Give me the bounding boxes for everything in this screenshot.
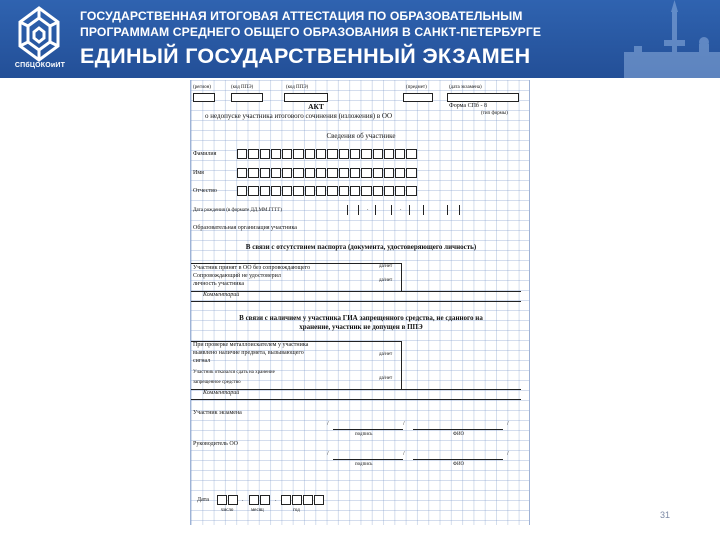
day-box-1[interactable] bbox=[217, 495, 227, 505]
year-box-4[interactable] bbox=[314, 495, 324, 505]
act-subtitle: о недопуске участника итогового сочинения (изложения) в ОО bbox=[205, 112, 393, 120]
device-q2b: запрещенное средство bbox=[193, 380, 241, 385]
rule bbox=[401, 263, 402, 291]
patronymic-label: Отчество bbox=[193, 188, 217, 194]
head-fio-caption: ФИО bbox=[453, 462, 465, 467]
ppe-code-box-1 bbox=[231, 93, 263, 102]
passport-q2a: Сопровождающий не удостоверил bbox=[193, 273, 281, 279]
section-participant: Сведения об участнике bbox=[326, 132, 396, 140]
date-separator: . bbox=[242, 497, 244, 503]
birth-date-separator: . bbox=[400, 206, 402, 212]
passport-q1-answer[interactable]: да/нет bbox=[379, 264, 393, 269]
participant-fio-line[interactable] bbox=[413, 429, 503, 430]
form-type: (тип формы) bbox=[481, 111, 508, 116]
slash: / bbox=[507, 421, 509, 427]
rule bbox=[191, 399, 521, 400]
birth-date-tick bbox=[423, 205, 424, 215]
act-title: АКТ bbox=[308, 102, 324, 111]
participant-sign-label: Участник экзамена bbox=[193, 410, 242, 416]
passport-comment: Комментарий bbox=[203, 292, 240, 298]
patronymic-cells[interactable] bbox=[237, 186, 418, 196]
birth-date-tick bbox=[459, 205, 460, 215]
passport-q2-answer[interactable]: да/нет bbox=[379, 278, 393, 283]
head-fio-line[interactable] bbox=[413, 459, 503, 460]
month-box-2[interactable] bbox=[260, 495, 270, 505]
section-device-2: хранение, участник не допущен в ППЭ bbox=[299, 323, 423, 331]
header-title: ЕДИНЫЙ ГОСУДАРСТВЕННЫЙ ЭКЗАМЕН bbox=[80, 44, 531, 68]
region-label: (регион) bbox=[193, 85, 211, 90]
date-separator: . bbox=[275, 497, 277, 503]
birth-date-tick bbox=[375, 205, 376, 215]
month-box-1[interactable] bbox=[249, 495, 259, 505]
device-q1c: сигнал bbox=[193, 358, 211, 364]
logo-text: СПбЦОКОиИТ bbox=[14, 62, 66, 69]
head-signature-caption: подпись bbox=[355, 462, 373, 467]
section-passport: В связи с отсутствием паспорта (документа, удостоверяющего личность) bbox=[245, 243, 477, 251]
header-line-2: ПРОГРАММАМ СРЕДНЕГО ОБЩЕГО ОБРАЗОВАНИЯ В САНКТ-ПЕТЕРБУРГЕ bbox=[80, 25, 542, 39]
exam-date-box bbox=[447, 93, 519, 102]
birth-date-tick bbox=[409, 205, 410, 215]
rule bbox=[191, 301, 521, 302]
rule bbox=[191, 263, 401, 264]
header-line-1: ГОСУДАРСТВЕННАЯ ИТОГОВАЯ АТТЕСТАЦИЯ ПО ОБРАЗОВАТЕЛЬНЫМ bbox=[80, 9, 523, 23]
ppe-code-box-2 bbox=[284, 93, 328, 102]
birth-date-tick bbox=[447, 205, 448, 215]
rule bbox=[401, 341, 402, 389]
org-label: Образовательная организация участника bbox=[193, 225, 297, 231]
page-number: 31 bbox=[660, 510, 671, 520]
date-label: Дата bbox=[197, 497, 209, 503]
slash: / bbox=[327, 421, 329, 427]
day-box-2[interactable] bbox=[228, 495, 238, 505]
name-cells[interactable] bbox=[237, 168, 418, 178]
skyline-icon bbox=[614, 0, 720, 78]
slash: / bbox=[507, 451, 509, 457]
region-box bbox=[193, 93, 215, 102]
month-caption: месяц bbox=[251, 508, 264, 513]
header-banner bbox=[0, 0, 720, 78]
head-sign-label: Руководитель ОО bbox=[193, 441, 239, 447]
device-comment: Комментарий bbox=[203, 390, 240, 396]
name-label: Имя bbox=[193, 170, 204, 176]
rule bbox=[191, 389, 521, 390]
passport-q2b: личность участника bbox=[193, 281, 244, 287]
section-device-1: В связи с наличием у участника ГИА запрещенного средства, не сданного на bbox=[239, 314, 483, 322]
rule bbox=[191, 291, 521, 292]
head-signature-line[interactable] bbox=[333, 459, 403, 460]
exam-date-label: (дата экзамена) bbox=[449, 85, 482, 90]
slash: / bbox=[403, 421, 405, 427]
device-q1b: выявлено наличие предмета, вызывающего bbox=[193, 350, 304, 356]
participant-signature-caption: подпись bbox=[355, 432, 373, 437]
birth-date-separator: . bbox=[367, 206, 369, 212]
ppe-code-label-1: (код ППЭ) bbox=[231, 85, 254, 90]
device-q2a: Участник отказался сдать на хранение bbox=[193, 370, 275, 375]
birth-date-tick bbox=[347, 205, 348, 215]
passport-q1: Участник принят в ОО без сопровождающего bbox=[193, 265, 311, 271]
participant-fio-caption: ФИО bbox=[453, 432, 465, 437]
device-q1a: При проверке металлоискателем у участника bbox=[193, 342, 309, 348]
participant-signature-line[interactable] bbox=[333, 429, 403, 430]
year-caption: год bbox=[293, 508, 300, 513]
day-caption: число bbox=[221, 508, 234, 513]
device-q2-answer[interactable]: да/нет bbox=[379, 376, 393, 381]
device-q1-answer[interactable]: да/нет bbox=[379, 352, 393, 357]
slash: / bbox=[327, 451, 329, 457]
birth-date-tick bbox=[391, 205, 392, 215]
subject-label: (предмет) bbox=[406, 85, 427, 90]
slash: / bbox=[403, 451, 405, 457]
form-sheet bbox=[190, 80, 530, 525]
ppe-code-label-2: (код ППЭ) bbox=[286, 85, 309, 90]
birth-date-label: Дата рождения (в формате ДД.ММ.ГГГГ) bbox=[193, 208, 282, 213]
form-code: Форма СПб - 8 bbox=[449, 103, 487, 109]
surname-cells[interactable] bbox=[237, 149, 418, 159]
birth-date-tick bbox=[358, 205, 359, 215]
subject-box bbox=[403, 93, 433, 102]
year-box-2[interactable] bbox=[292, 495, 302, 505]
surname-label: Фамилия bbox=[193, 151, 217, 157]
year-box-3[interactable] bbox=[303, 495, 313, 505]
year-box-1[interactable] bbox=[281, 495, 291, 505]
